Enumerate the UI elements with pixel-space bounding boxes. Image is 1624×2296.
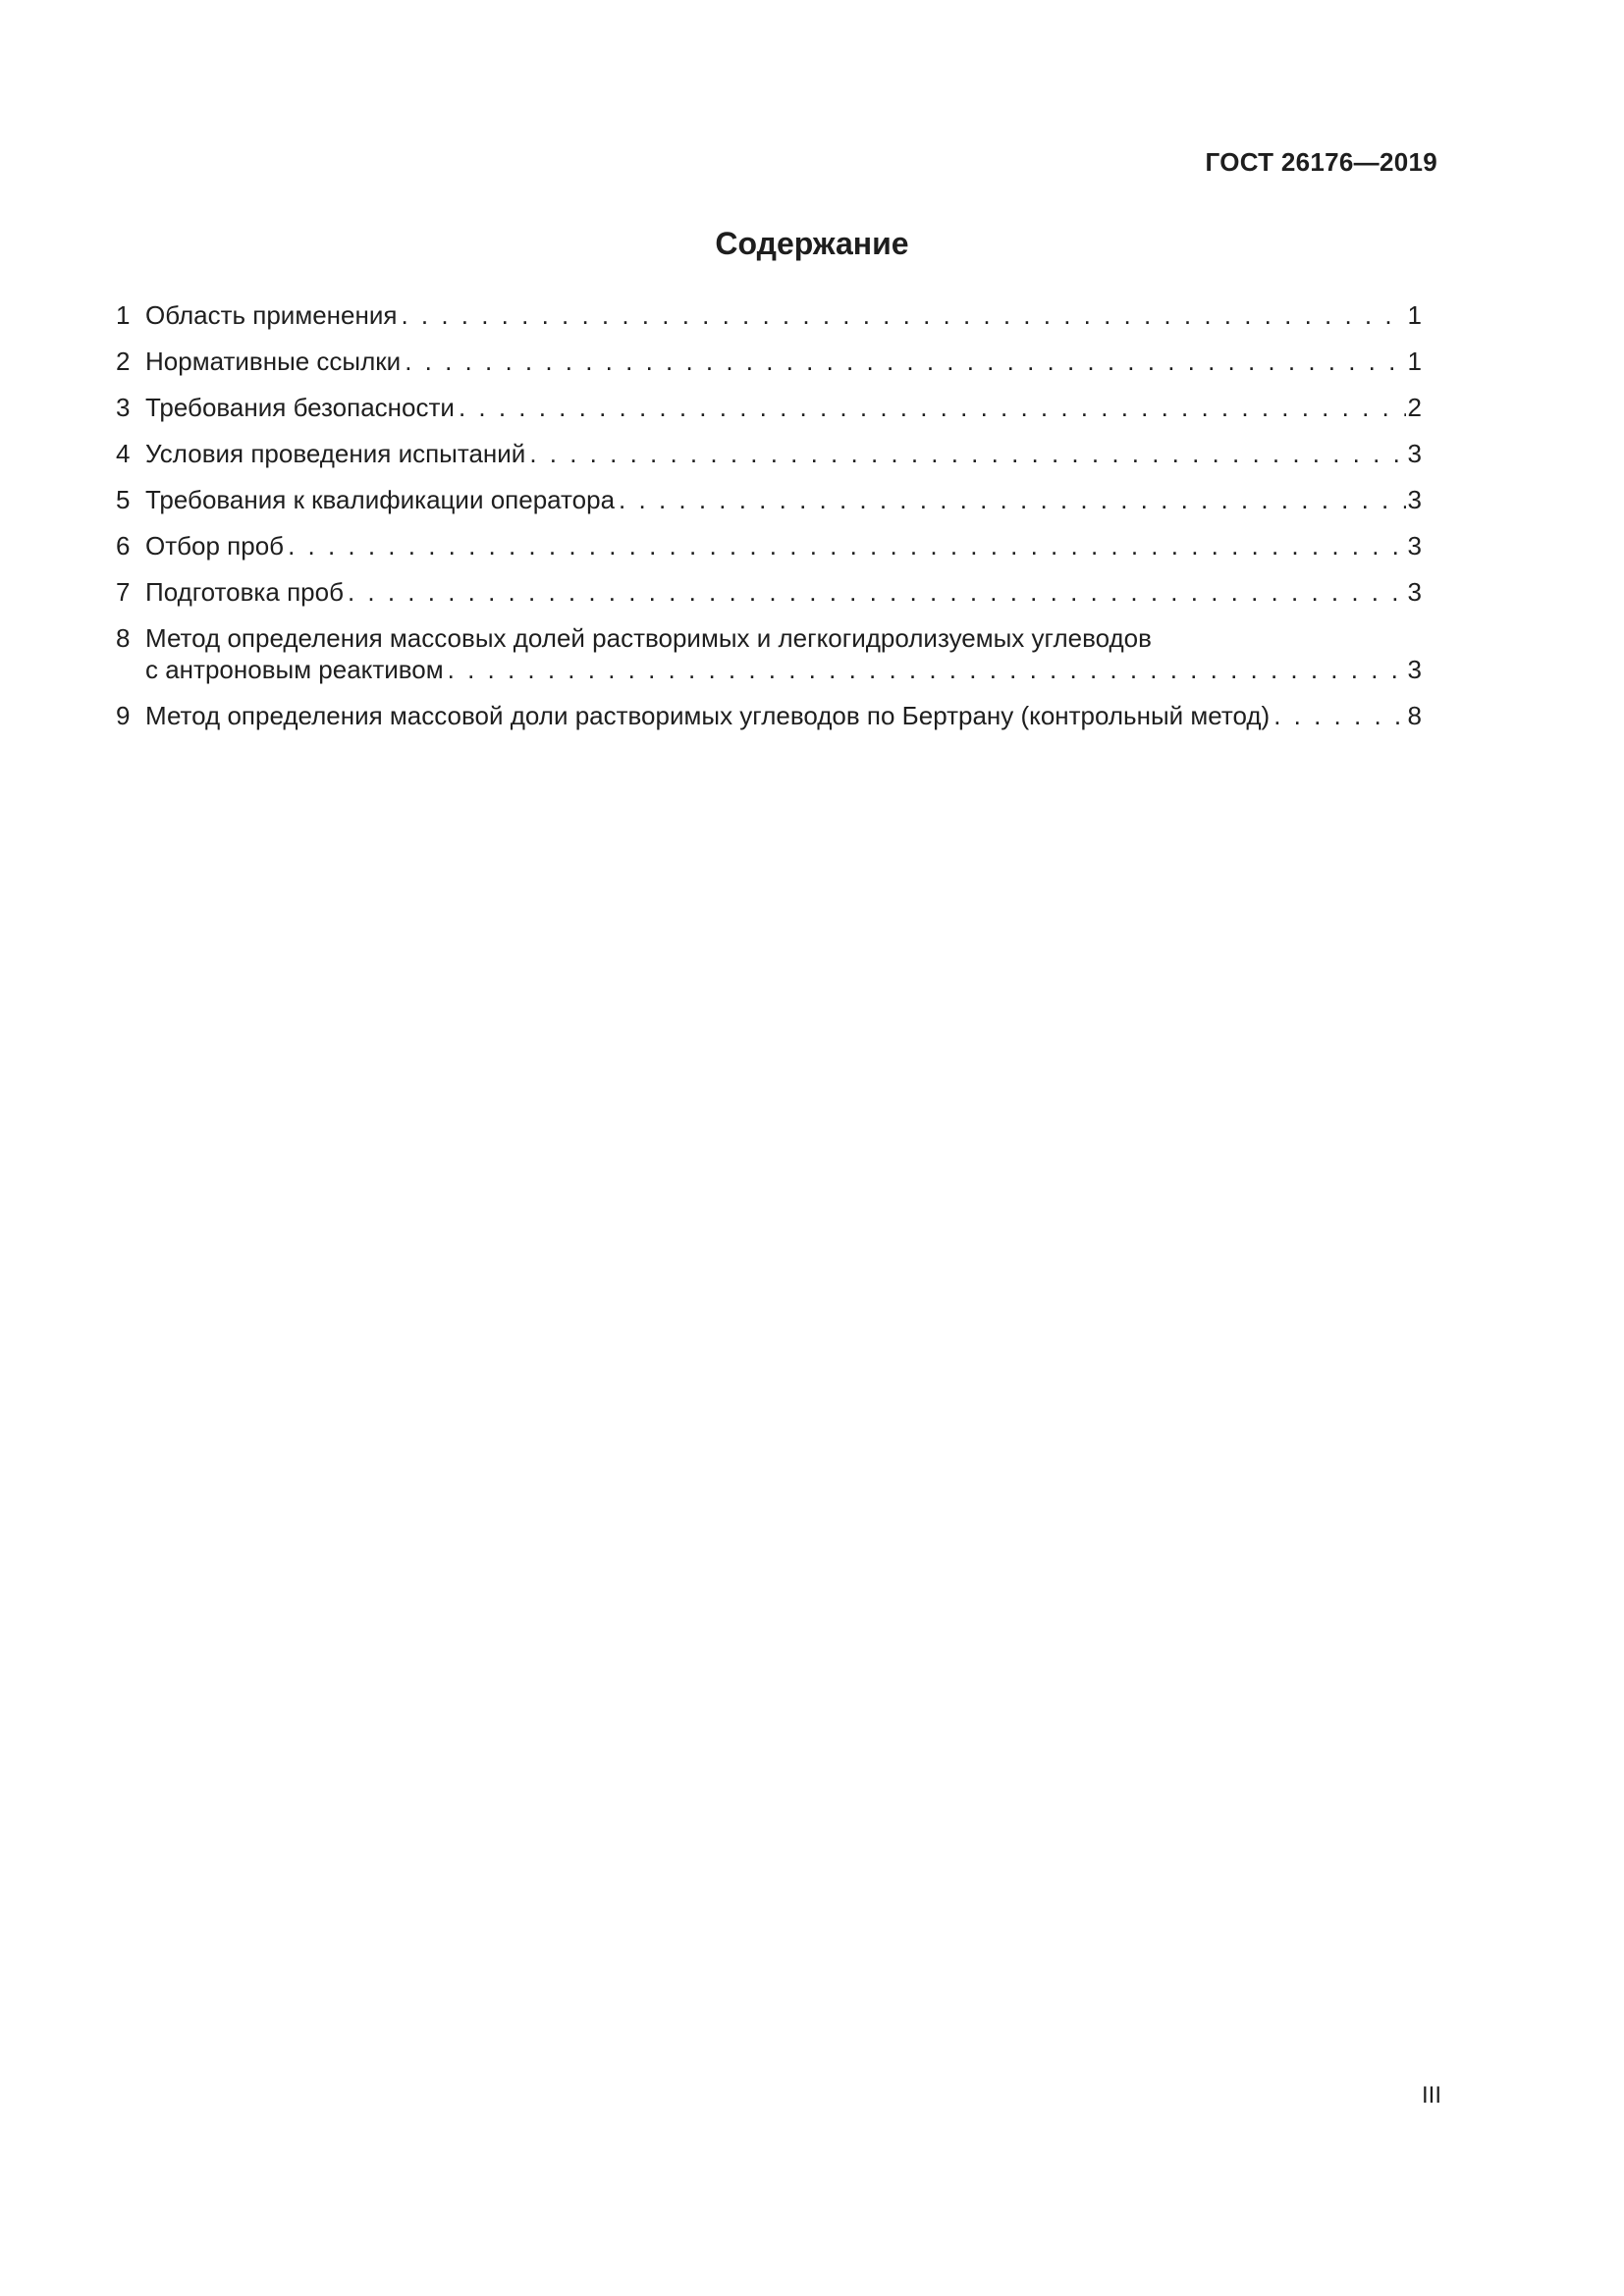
toc-title: Содержание — [715, 226, 909, 261]
toc-item-page: 3 — [1407, 485, 1422, 514]
toc-item-title: Нормативные ссылки — [145, 347, 402, 376]
toc-item-number: 3 — [116, 393, 131, 422]
toc-item-page: 3 — [1407, 577, 1422, 607]
toc-item-number: 2 — [116, 347, 131, 376]
toc-item-number: 4 — [116, 439, 131, 468]
toc-leader-dots — [459, 392, 1406, 423]
toc-item[interactable] — [116, 700, 1422, 731]
toc-item-title: Метод определения массовых долей растворимых и легкогидролизуемых углеводов — [145, 623, 1152, 653]
toc-leader-dots — [288, 530, 1405, 561]
toc-item-title: Область применения — [145, 300, 398, 330]
toc-item-title-continuation: с антроновым реактивом — [145, 655, 444, 684]
toc-leader-dots — [529, 438, 1405, 469]
toc-item[interactable] — [116, 299, 1422, 331]
toc-leader-dots — [448, 654, 1406, 685]
toc-item-page: 2 — [1407, 393, 1422, 422]
toc-item-title: Требования к квалификации оператора — [145, 485, 616, 514]
toc-item-page: 3 — [1407, 531, 1422, 561]
page-number: III — [1421, 2082, 1441, 2109]
toc-item-page: 8 — [1407, 701, 1422, 730]
toc-item-title: Требования безопасности — [145, 393, 455, 422]
toc-item-number: 1 — [116, 300, 131, 330]
toc-item-page: 3 — [1407, 439, 1422, 468]
toc-item[interactable] — [116, 576, 1422, 608]
toc-item-page: 1 — [1407, 300, 1422, 330]
toc-item[interactable] — [116, 392, 1422, 423]
toc-leader-dots — [619, 484, 1405, 515]
document-code: ГОСТ 26176—2019 — [1205, 147, 1437, 177]
toc-item-title: Метод определения массовой доли растворимых углеводов по Бертрану (контрольный метод) — [145, 701, 1271, 730]
toc-leader-dots — [348, 576, 1406, 608]
toc-item-title: Условия проведения испытаний — [145, 439, 526, 468]
toc-item-title: Отбор проб — [145, 531, 285, 561]
toc-item-number: 5 — [116, 485, 131, 514]
toc-item[interactable] — [116, 438, 1422, 469]
toc-leader-dots — [405, 346, 1405, 377]
toc-item[interactable] — [116, 622, 1422, 685]
toc-item-page: 3 — [1407, 655, 1422, 684]
toc-item-page: 1 — [1407, 347, 1422, 376]
toc-leader-dots — [401, 299, 1405, 331]
toc-leader-dots — [1273, 700, 1405, 731]
toc-item-title: Подготовка проб — [145, 577, 344, 607]
toc-item-number: 6 — [116, 531, 131, 561]
toc-item-number: 8 — [116, 623, 131, 653]
toc-item[interactable] — [116, 484, 1422, 515]
toc-item-number: 7 — [116, 577, 131, 607]
toc-item-number: 9 — [116, 701, 131, 730]
toc-item[interactable] — [116, 346, 1422, 377]
table-of-contents — [116, 299, 1422, 746]
toc-item[interactable] — [116, 530, 1422, 561]
